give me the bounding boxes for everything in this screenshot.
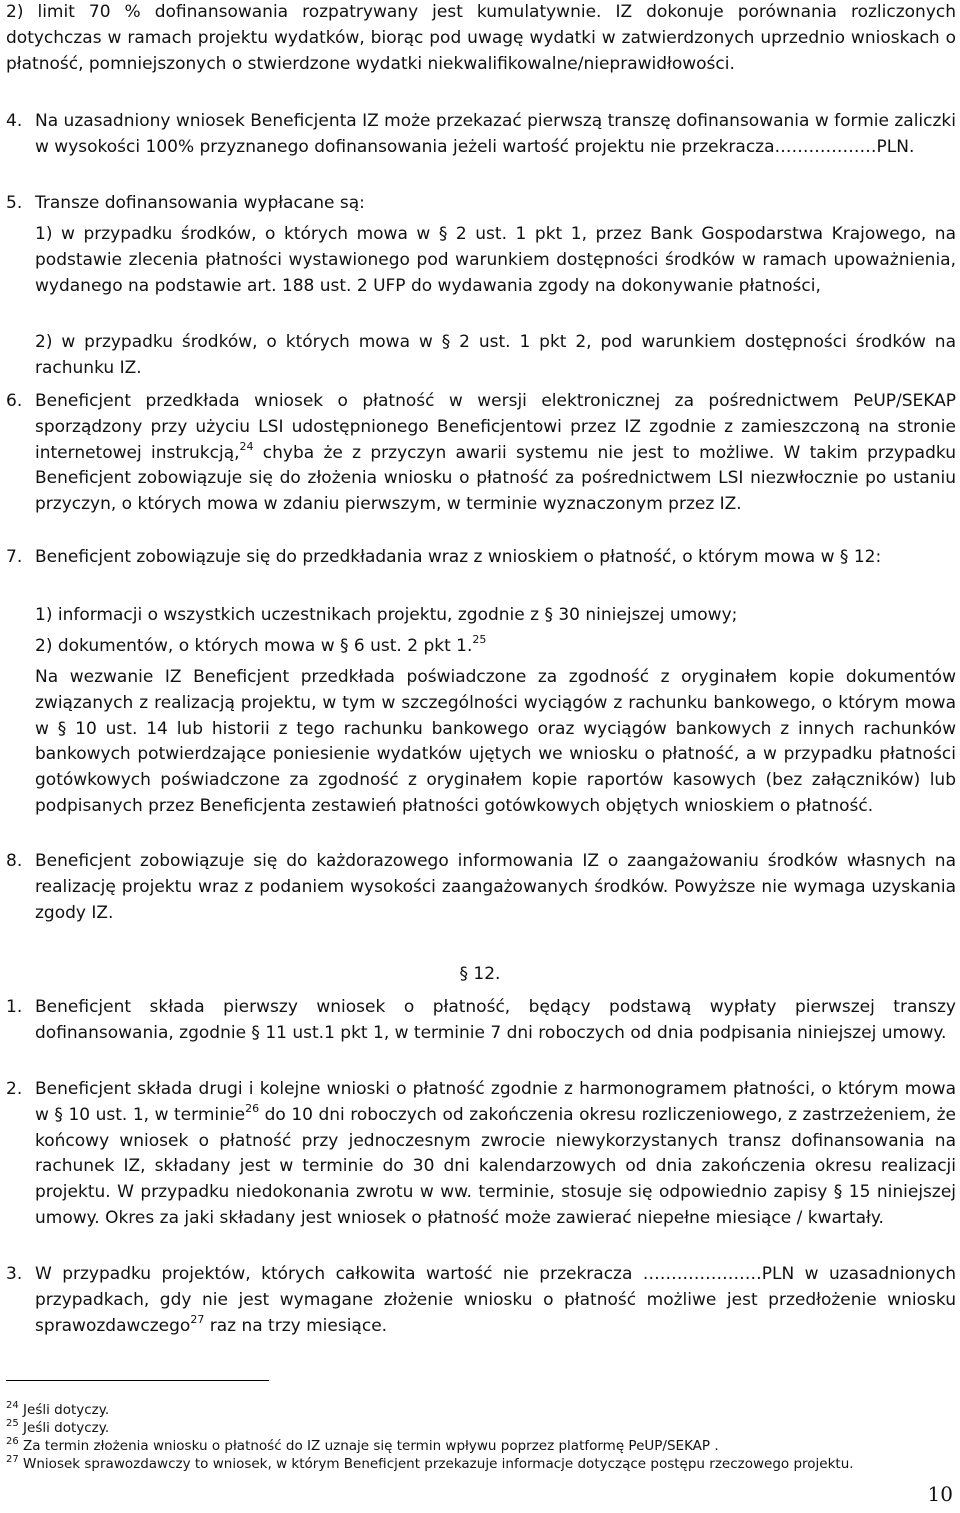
paragraph-number: 4.: [6, 111, 23, 131]
paragraph-number: 2.: [6, 1079, 23, 1099]
footnote-27: $^{27}$ Wniosek sprawozdawczy to wniosek, w którym Beneficjent przekazuje informacje dotyczące postępu rzeczowego projektu.: [6, 1454, 854, 1472]
footnote-26: $^{26}$ Za termin złożenia wniosku o płatność do IZ uznaje się termin wpływu poprzez platformę PeUP/SEKAP .: [6, 1436, 719, 1454]
paragraph-number: 1.: [6, 997, 23, 1017]
paragraph-2-limit: 2) limit 70 % dofinansowania rozpatrywany jest kumulatywnie. IZ dokonuje porównania rozliczonych dotychczas w ramach projektu wydatków, biorąc pod uwagę wydatki w zatwierdzonych uprzednio wnioskach o płatność, pomniejszonych o stwierdzone wydatki niekwalifikowalne/nieprawidłowości.: [6, 2, 956, 74]
footnote-divider: [6, 1380, 269, 1381]
footnote-ref-27[interactable]: 27: [190, 1312, 205, 1326]
paragraph-number: 8.: [6, 851, 23, 871]
footnote-24: $^{24}$ Jeśli dotyczy.: [6, 1400, 110, 1418]
footnote-ref-24[interactable]: 24: [239, 439, 254, 453]
paragraph-number: 3.: [6, 1264, 23, 1284]
paragraph-7-continuation: Na wezwanie IZ Beneficjent przedkłada poświadczone za zgodność z oryginałem kopie dokumentów związanych z realizacją projektu, w tym w szczególności wyciągów z rachunku bankowego, o którym mowa w § 10 ust. 14 lub historii z tego rachunku bankowego oraz wyciągów bankowych z innych rachunków bankowych potwierdzające poniesienie wydatków ujętych we wniosku o płatność, a w przypadku płatności gotówkowych poświadczone za zgodność z oryginałem kopie raportów kasowych (bez załączników) lub podpisanych przez Beneficjenta zestawień płatności gotówkowych objętych wnioskiem o płatność.: [35, 667, 956, 816]
paragraph-5: 5. Transze dofinansowania wypłacane są:: [6, 191, 956, 217]
paragraph-6: 6. Beneficjent przedkłada wniosek o płatność w wersji elektronicznej za pośrednictwem PeUP/SEKAP sporządzony przy użyciu LSI udostępnionego Beneficjentowi przez IZ zgodnie z zamieszczoną na stronie internetowej instrukcją,$^{24}$ chyba że z przyczyn awarii systemu nie jest to możliwe. W takim przypadku Beneficjent zobowiązuje się do złożenia wniosku o płatność za pośrednictwem LSI niezwłocznie po ustaniu przyczyn, o których mowa w zdaniu pierwszym, w terminie wyznaczonym przez IZ.: [6, 391, 956, 515]
footnote-ref-25[interactable]: 25: [472, 633, 487, 646]
section-12-paragraph-3: 3. W przypadku projektów, których całkowita wartość nie przekracza …………………PLN w uzasadnionych przypadkach, gdy nie jest wymagane złożenie wniosku o płatność możliwe jest przedłożenie wniosku sprawozdawczego$^{27}$ raz na trzy miesiące.: [6, 1264, 956, 1336]
paragraph-8: 8. Beneficjent zobowiązuje się do każdorazowego informowania IZ o zaangażowaniu środków własnych na realizację projektu wraz z podaniem wysokości zaangażowanych środków. Powyższe nie wymaga uzyskania zgody IZ.: [6, 851, 956, 923]
paragraph-7-item-1: 1) informacji o wszystkich uczestnikach projektu, zgodnie z § 30 niniejszej umowy;: [35, 605, 738, 625]
page-number: 10: [927, 1482, 953, 1506]
paragraph-7: 7. Beneficjent zobowiązuje się do przedkładania wraz z wnioskiem o płatność, o którym mowa w § 12:: [6, 545, 956, 571]
paragraph-number: 6.: [6, 391, 23, 411]
paragraph-5-item-1: 1) w przypadku środków, o których mowa w § 2 ust. 1 pkt 1, przez Bank Gospodarstwa Krajowego, na podstawie zlecenia płatności wystawionego pod warunkiem dostępności środków w ramach upoważnienia, wydanego na podstawie art. 188 ust. 2 UFP do wydawania zgody na dokonywanie płatności,: [35, 224, 956, 296]
section-12-paragraph-2: 2. Beneficjent składa drugi i kolejne wnioski o płatność zgodnie z harmonogramem płatności, o którym mowa w § 10 ust. 1, w terminie$^{26}$ do 10 dni roboczych od zakończenia okresu rozliczeniowego, z zastrzeżeniem, że końcowy wniosek o płatność przy jednoczesnym zwrocie niewykorzystanych transz dofinansowania na rachunek IZ, składany jest w terminie do 30 dni kalendarzowych od dnia zakończenia okresu realizacji projektu. W przypadku niedokonania zwrotu w ww. terminie, stosuje się odpowiednio zapisy § 15 niniejszej umowy. Okres za jaki składany jest wniosek o płatność może zawierać niepełne miesiące / kwartały.: [6, 1079, 956, 1228]
paragraph-number: 5.: [6, 193, 23, 213]
section-heading: § 12.: [459, 964, 501, 984]
section-12-paragraph-1: 1. Beneficjent składa pierwszy wniosek o płatność, będący podstawą wypłaty pierwszej transzy dofinansowania, zgodnie § 11 ust.1 pkt 1, w terminie 7 dni roboczych od dnia podpisania niniejszej umowy.: [6, 997, 956, 1043]
paragraph-5-item-2: 2) w przypadku środków, o których mowa w § 2 ust. 1 pkt 2, pod warunkiem dostępności środków na rachunku IZ.: [35, 332, 956, 378]
paragraph-7-item-2: 2) dokumentów, o których mowa w § 6 ust. 2 pkt 1.25: [35, 633, 487, 656]
paragraph-number: 7.: [6, 547, 23, 567]
footnote-ref-26[interactable]: 26: [245, 1101, 260, 1115]
footnote-25: $^{25}$ Jeśli dotyczy.: [6, 1418, 110, 1436]
paragraph-4: 4. Na uzasadniony wniosek Beneficjenta IZ może przekazać pierwszą transzę dofinansowania w formie zaliczki w wysokości 100% przyznanego dofinansowania jeżeli wartość projektu nie przekracza………………PLN.: [6, 111, 956, 157]
